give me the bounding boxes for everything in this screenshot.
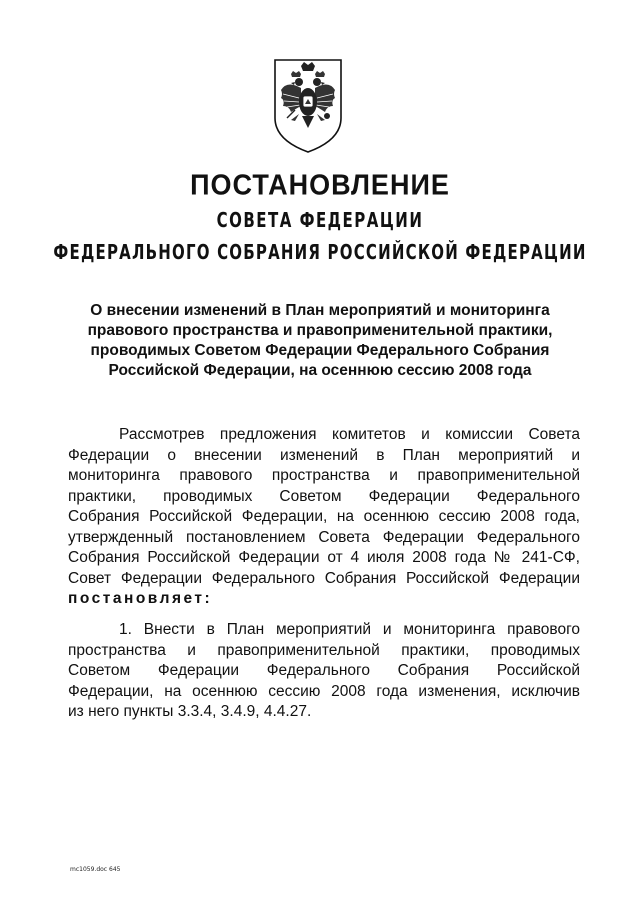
russian-coat-of-arms-icon [271,56,345,156]
decree-line [68,589,580,610]
paragraph-line: мониторинга правового пространства и правоприменительной [68,467,580,484]
issuer-line-1: СОВЕТА ФЕДЕРАЦИИ [216,208,424,233]
document-subject [60,301,580,381]
subject-line: проводимых Советом Федерации Федерального Собрания [90,342,550,359]
paragraph-line: пространства и правоприменительной практики, проводимых [68,641,580,659]
decree-colon: : [204,590,213,607]
issuer-line-2: ФЕДЕРАЛЬНОГО СОБРАНИЯ РОССИЙСКОЙ ФЕДЕРАЦИИ [53,240,587,265]
subject-line: правового пространства и правоприменительной практики, [87,322,553,339]
document-title: ПОСТАНОВЛЕНИЕ [190,169,450,201]
paragraph-line: Рассмотрев предложения комитетов и комиссии Совета [119,426,580,443]
paragraph-line: Собрания Российской Федерации, на осеннюю сессию 2008 года, [68,508,580,525]
paragraph-line: из него пункты 3.3.4, 3.4.9, 4.4.27. [68,703,312,720]
paragraph-line: Федерации, на осеннюю сессию 2008 года изменения, исключив [68,682,580,700]
subject-line: Российской Федерации, на осеннюю сессию 2008 года [108,362,532,379]
resolution-item-1 [68,620,580,723]
decree-word: постановляет [68,590,205,607]
paragraph-line: утвержденный постановлением Совета Федерации Федерального [68,528,580,546]
paragraph-line: практики, проводимых Советом Федерации Федерального [68,487,580,505]
document-file-code: mc1059.doc 645 [70,866,121,873]
paragraph-line: Совет Федерации Федерального Собрания Российской Федерации [68,569,580,587]
subject-line: О внесении изменений в План мероприятий и мониторинга [90,302,550,319]
paragraph-line: 1. Внести в План мероприятий и мониторинга правового [119,621,580,638]
preamble-paragraph [68,425,580,610]
paragraph-line: Советом Федерации Федерального Собрания Российской [68,662,580,679]
paragraph-line: Федерации о внесении изменений в План мероприятий и [68,446,580,464]
paragraph-line: Собрания Российской Федерации от 4 июля 2008 года № 241-СФ, [68,549,580,566]
